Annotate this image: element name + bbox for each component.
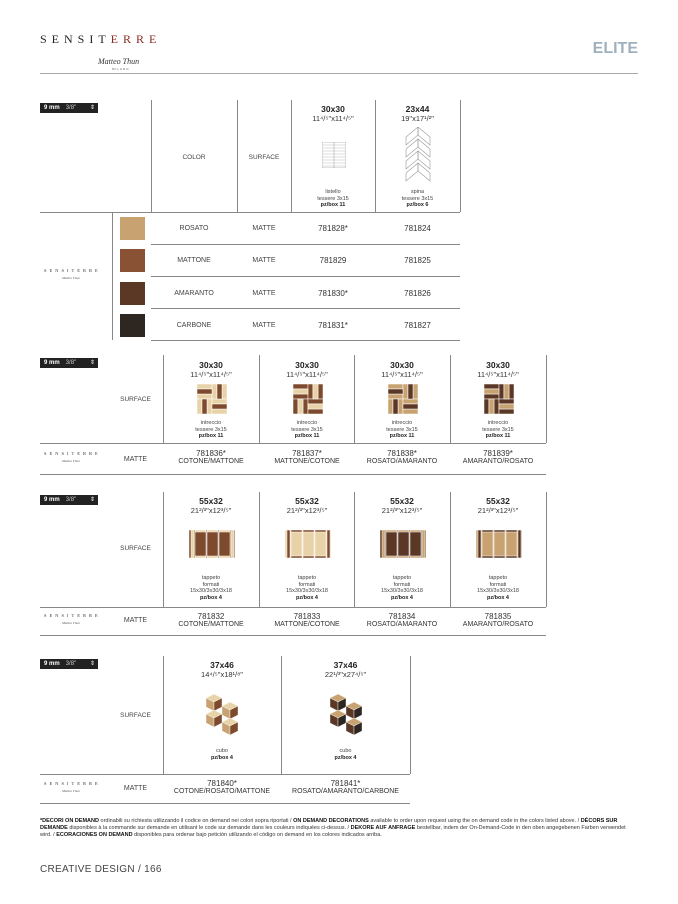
mini-signature: Matteo Thun [62, 459, 80, 463]
intreccio-tile-icon [388, 384, 418, 414]
thickness-tag: 9 mm 3/8" ⇕ [40, 495, 98, 505]
tappeto-tile-icon [380, 530, 426, 558]
product-code: 781839* AMARANTO/ROSATO [462, 449, 534, 465]
format-caption: cubo pz/box 4 [210, 748, 233, 761]
cubo-tile-icon [322, 692, 370, 736]
intreccio-tile-icon [484, 384, 514, 414]
format-size: 55x32 21²/³"x12³/⁵" [286, 496, 328, 515]
page-number: CREATIVE DESIGN / 166 [40, 864, 162, 875]
format-caption: intreccio tessere 3x15 pz/box 11 [195, 420, 227, 439]
thickness-tag: 9 mm 3/8" ⇕ [40, 659, 98, 669]
mini-signature: Matteo Thun [62, 789, 80, 793]
mini-brand: SENSITERRE [44, 268, 101, 273]
tappeto-tile-icon [189, 530, 235, 558]
product-code: 781834 ROSATO/AMARANTO [366, 612, 438, 628]
color-swatch-rosato [120, 217, 145, 240]
format-size: 30x30 11⁴/⁵"x11⁴/⁵" [190, 360, 232, 379]
intreccio-tile-icon [293, 384, 323, 414]
header-surface: SURFACE [120, 545, 151, 552]
mini-signature: Matteo Thun [62, 276, 80, 280]
format-size: 30x30 11⁴/⁵"x11⁴/⁵" [381, 360, 423, 379]
designer-signature-sub: MILANO [112, 67, 130, 71]
header-divider [40, 73, 638, 74]
tappeto-tile-icon [476, 530, 522, 558]
product-code: 781826 [404, 289, 431, 298]
format-caption: cubo pz/box 4 [334, 748, 357, 761]
color-swatch-mattone [120, 249, 145, 272]
brand-logo: SENSITERRE [40, 32, 162, 46]
format-caption: listello tessere 3x15 pz/box 11 [317, 189, 349, 208]
format-caption: intreccio tessere 3x15 pz/box 11 [386, 420, 418, 439]
product-code: 781828* [318, 224, 348, 233]
arrows-icon: ⇕ [89, 105, 95, 111]
header-surface: SURFACE [120, 396, 151, 403]
format-size: 30x30 11⁴/⁵"x11⁴/⁵" [477, 360, 519, 379]
cubo-tile-icon [198, 692, 246, 736]
format-caption: intreccio tessere 3x15 pz/box 11 [291, 420, 323, 439]
format-caption: intreccio tessere 3x15 pz/box 11 [482, 420, 514, 439]
format-size: 37x46 14⁴/⁵"x18¹/⁸" [201, 660, 243, 679]
product-code: 781837* MATTONE/COTONE [274, 449, 340, 465]
format-size: 30x30 11⁴/⁵"x11⁴/⁵" [312, 104, 354, 123]
product-code: 781836* COTONE/MATTONE [178, 449, 244, 465]
thickness-tag: 9 mm 3/8" ⇕ [40, 103, 98, 113]
spina-pattern-icon [403, 127, 433, 183]
designer-signature: Matteo Thun [98, 57, 140, 66]
mini-signature: Matteo Thun [62, 621, 80, 625]
surface-value: MATTE [123, 456, 148, 463]
header-color: COLOR [182, 154, 206, 161]
on-demand-note: *DECORI ON DEMAND ordinabili su richiesta utilizzando il codice on demand nei colori sopra riportati / ON DEMAND DECORATIONS available to order upon request using the on demand code in the colors listed above. / DÉCORS SUR DEMANDE disponibles à la commande sur demande en utilisant le code sur demande dans les couleurs indiquées ci-dessus. / DEKORE AUF ANFRAGE bestellbar, indem der On-Demand-Code in den oben angegebenen Farben verwendet wird. / ECORACIONES ON DEMAND disponibles para ordenar bajo petición utilizando el código on demand en los colores indicados arriba. [40, 818, 626, 838]
format-caption: tappeto formati 15x30/3x30/3x18 pz/box 4 [381, 575, 423, 601]
color-swatch-amaranto [120, 282, 145, 305]
product-code: 781838* ROSATO/AMARANTO [366, 449, 438, 465]
format-size: 55x32 21²/³"x12³/⁵" [381, 496, 423, 515]
format-caption: tappeto formati 15x30/3x30/3x18 pz/box 4 [190, 575, 232, 601]
mini-brand: SENSITERRE [44, 613, 101, 618]
format-size: 30x30 11⁴/⁵"x11⁴/⁵" [286, 360, 328, 379]
surface-value: MATTE [123, 785, 148, 792]
format-size: 23x44 19"x17¹/²" [401, 104, 434, 123]
product-code: 781835 AMARANTO/ROSATO [462, 612, 534, 628]
surface-value: MATTE [123, 617, 148, 624]
product-code: 781824 [404, 224, 431, 233]
color-swatch-carbone [120, 314, 145, 337]
product-code: 781840* COTONE/ROSATO/MATTONE [173, 779, 271, 795]
arrows-icon: ⇕ [89, 497, 95, 503]
collection-title: ELITE [592, 40, 638, 57]
product-code: 781830* [318, 289, 348, 298]
thickness-tag: 9 mm 3/8" ⇕ [40, 358, 98, 368]
arrows-icon: ⇕ [89, 661, 95, 667]
product-code: 781829 [319, 256, 347, 265]
product-code: 781833 MATTONE/COTONE [274, 612, 340, 628]
format-caption: tappeto formati 15x30/3x30/3x18 pz/box 4 [286, 575, 328, 601]
header-surface: SURFACE [248, 154, 280, 161]
mini-brand: SENSITERRE [44, 781, 101, 786]
product-code: 781832 COTONE/MATTONE [178, 612, 244, 628]
product-code: 781841* ROSATO/AMARANTO/CARBONE [292, 779, 399, 795]
format-size: 37x46 22¹/³"x27⁴/⁵" [324, 660, 367, 679]
mini-brand: SENSITERRE [44, 451, 101, 456]
format-size: 55x32 21²/³"x12³/⁵" [477, 496, 519, 515]
format-caption: tappeto formati 15x30/3x30/3x18 pz/box 4 [477, 575, 519, 601]
product-code: 781825 [404, 256, 431, 265]
format-size: 55x32 21²/³"x12³/⁵" [190, 496, 232, 515]
listello-pattern-icon [322, 142, 346, 168]
header-surface: SURFACE [120, 712, 151, 719]
format-caption: spina tessere 3x15 pz/box 6 [401, 189, 434, 208]
product-code: 781827 [404, 321, 431, 330]
tappeto-tile-icon [285, 530, 331, 558]
intreccio-tile-icon [197, 384, 227, 414]
product-code: 781831* [318, 321, 348, 330]
arrows-icon: ⇕ [89, 360, 95, 366]
